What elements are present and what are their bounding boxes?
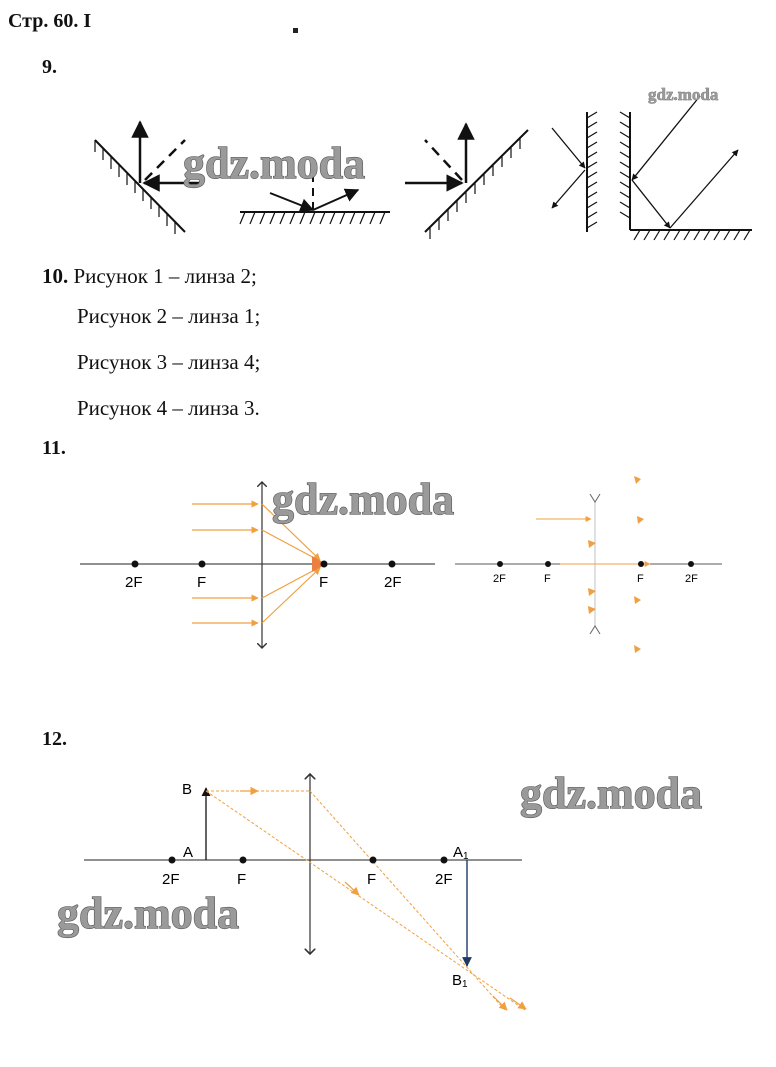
task-9-mirror-diagrams — [0, 0, 776, 260]
label-B1 — [452, 972, 468, 990]
mirror-3 — [405, 124, 528, 239]
div-label-2f-right: 2F — [685, 573, 698, 585]
diverging-lens-diagram — [455, 476, 722, 653]
page-header: Стр. 60. I — [8, 10, 92, 32]
label-A1-letter: A — [453, 844, 464, 861]
left-2f-point — [132, 561, 139, 568]
div-right-2f-point — [688, 561, 694, 567]
mirror-4 — [552, 112, 597, 232]
label-A: A — [183, 844, 194, 861]
watermark-12-right: gdz.moda — [520, 769, 703, 818]
task-10-answer-3: Рисунок 3 – линза 4; — [77, 350, 261, 374]
point-f-left — [240, 857, 247, 864]
left-f-point — [199, 561, 206, 568]
task-12-number: 12. — [42, 728, 67, 750]
task-10-answer-2: Рисунок 2 – линза 1; — [77, 304, 261, 328]
div-label-f-right: F — [637, 573, 644, 585]
div-right-f-point — [638, 561, 644, 567]
label-f-right: F — [319, 574, 329, 591]
task-10-answer-1: Рисунок 1 – линза 2; — [73, 264, 257, 288]
mirror-5-corner — [620, 96, 752, 240]
task-10-line-1 — [42, 264, 257, 289]
axis-label-f-right: F — [367, 871, 377, 888]
watermark-9-main: gdz.moda — [183, 139, 366, 188]
right-f-point — [321, 561, 328, 568]
task-12-image-construction — [0, 760, 776, 1060]
div-left-f-point — [545, 561, 551, 567]
label-A1 — [453, 844, 469, 862]
label-2f-right: 2F — [384, 574, 402, 591]
task-11-number: 11. — [42, 437, 66, 459]
point-2f-left — [169, 857, 176, 864]
axis-label-f-left: F — [237, 871, 247, 888]
label-B1-sub: 1 — [462, 979, 468, 990]
task-9-number: 9. — [42, 56, 57, 78]
task-11-lens-diagrams — [0, 460, 776, 680]
watermark-9-small: gdz.moda — [648, 85, 719, 104]
label-f-left: F — [197, 574, 207, 591]
label-2f-left: 2F — [125, 574, 143, 591]
watermark-11: gdz.moda — [272, 475, 455, 524]
task-10-answer-4: Рисунок 4 – линза 3. — [77, 396, 260, 420]
axis-label-2f-right: 2F — [435, 871, 453, 888]
point-f-right — [370, 857, 377, 864]
div-left-2f-point — [497, 561, 503, 567]
right-2f-point — [389, 561, 396, 568]
div-label-f-left: F — [544, 573, 551, 585]
point-2f-right — [441, 857, 448, 864]
task-10-number: 10. — [42, 264, 69, 288]
label-B: B — [182, 781, 193, 798]
watermark-12-left: gdz.moda — [57, 889, 240, 938]
div-label-2f-left: 2F — [493, 573, 506, 585]
axis-label-2f-left: 2F — [162, 871, 180, 888]
label-B1-letter: B — [452, 972, 463, 989]
label-A1-sub: 1 — [463, 851, 469, 862]
